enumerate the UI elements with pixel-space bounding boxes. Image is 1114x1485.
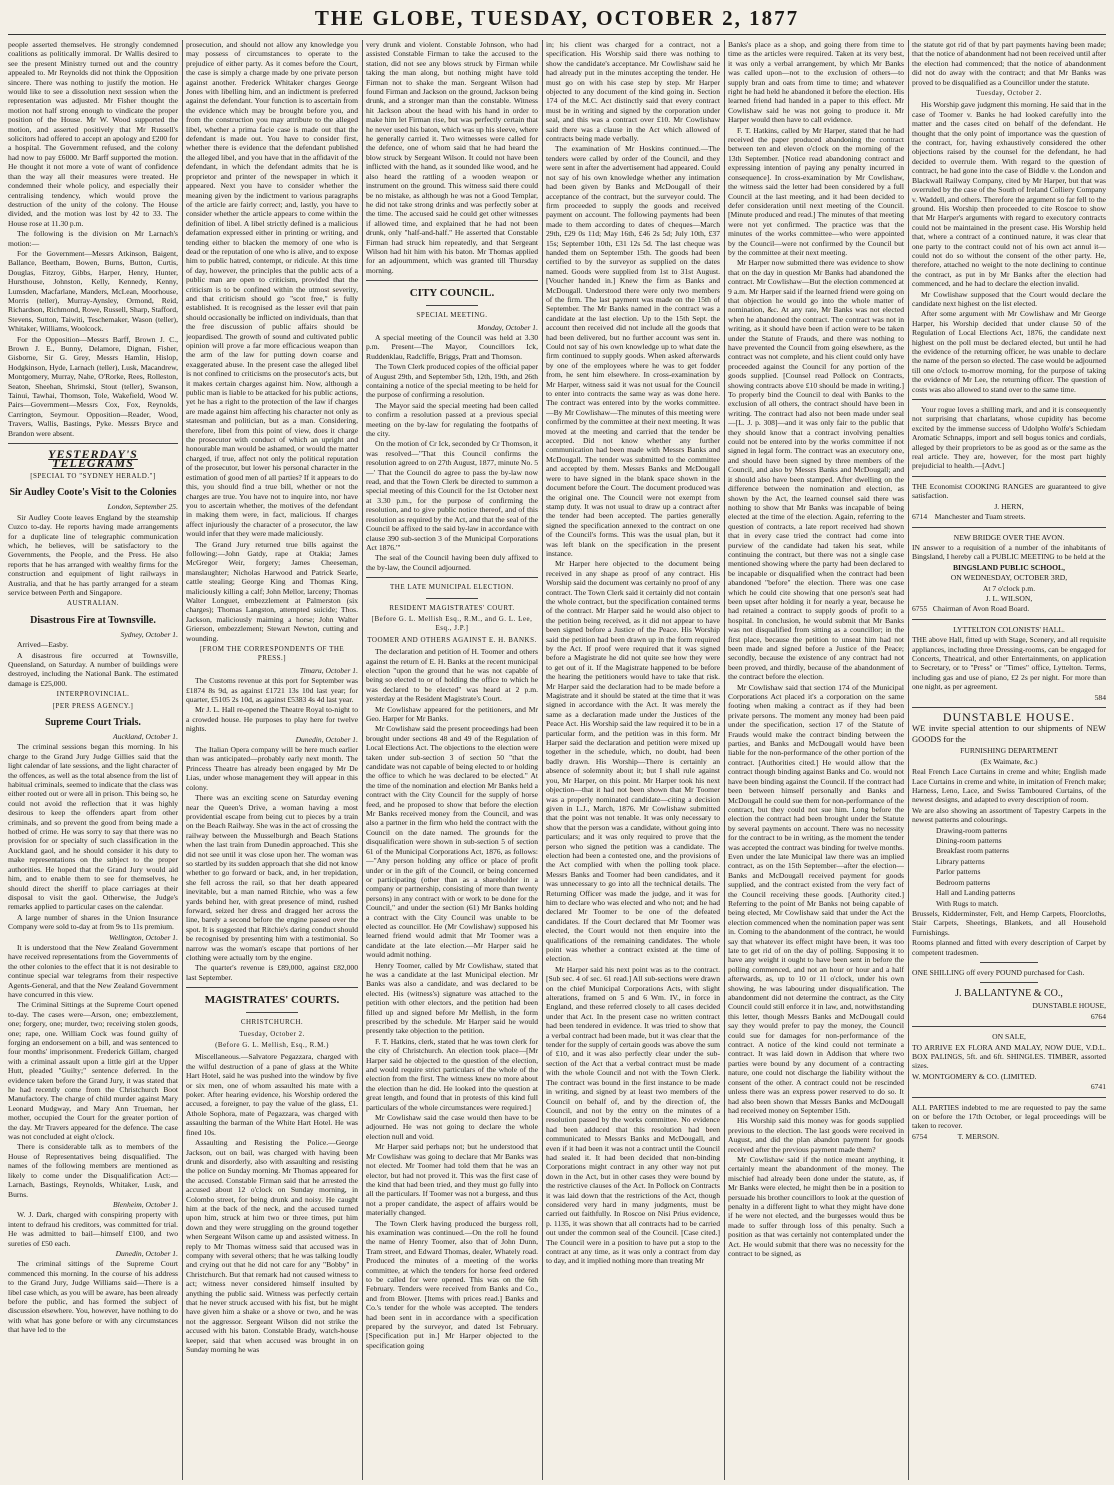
article-text: The Criminal Sittings at the Supreme Court opened to-day. The cases were—Arson, one; embezzlement, one; forgery, one; murder, two; receiving stolen goods, one; rape, one. William Cock was found guilty of forging an endorsement on a bill, and was sentenced to four months' imprisonment. Frederick Gillam, charged with a criminal assault upon a little girl at the Upper Hutt, pleaded "Guilty;" sentence deferred. In the evidence taken before the Grand Jury, it was stated that he had recently come from the Christchurch Boot Manufactory. The charge of child murder against Mary Leonard Mudgway, and Mary Ann Trueman, her mother, occupied the Court for the greater portion of the day. Mr Travers appeared for the defence. The case was not concluded at eight o'clock. xyxy=(8,1000,178,1142)
ad-number: 6741 xyxy=(1090,1082,1106,1092)
article-text: After some argument with Mr Cowlishaw and Mr George Harper, his Worship decided that under clause 50 of the Regulation of Local Elections Act, 1876, the candidate next highest on the poll must be declared elected, but until he had the evidence of the returning officer, he was unable to declare the name of the person so elected. The case would be adjourned till one o'clock to-morrow morning, for the purpose of taking the evidence of Mr Lee, the returning officer. The question of costs was also allowed to stand over to the same time. xyxy=(912,309,1106,394)
article-text: The quarter's revenue is £89,000, against £82,000 last September. xyxy=(186,963,358,982)
divider xyxy=(912,1026,1106,1027)
divider xyxy=(912,527,1106,528)
dateline: Dunedin, October 1. xyxy=(295,734,358,744)
divider xyxy=(426,305,478,306)
section-subheading: [PER PRESS AGENCY.] xyxy=(52,701,134,710)
list-item: Drawing-room patterns xyxy=(936,825,1008,835)
divider xyxy=(980,962,1038,963)
divider xyxy=(186,987,358,988)
list-item: Hall and Landing patterns xyxy=(936,888,1016,898)
article-text: Mr Cowlishaw said the case would then have to be adjourned. He was not going to declare the whole election null and void. xyxy=(366,1113,538,1141)
article-text: Arrived—Easby. xyxy=(17,640,69,650)
column-4 xyxy=(546,40,720,1480)
article-text: F. T. Hatkins, clerk, stated that he was town clerk for the city of Christchurch. An election took place—[Mr Harper said he objected to the question of the election, and would require strict particulars of the whole of the election from the first. The witness knew no more about the election than he did. He looked into the question at great length, and found that in protests of this kind full particulars of the whole circumstances were required.] xyxy=(366,1036,538,1112)
article-text: Mr Harper now submitted there was evidence to show that on the day in question Mr Banks had abandoned the contract. Mr Cowlishaw—But the election commenced at 9 a.m. Mr Harper said if the learned friend were going on that objection he would go into the whole matter of nomination, &c. At any rate, Mr Banks was not elected when he abandoned the contract. The contract was not in writing, as it should have been if action were to be taken under the Statute of Frauds, and there was nothing to have prevented the Council from going elsewhere, as the contract was not complete, and his client could only have proceeded against the Council for any portion of the goods supplied. [Counsel read Pollock on Contracts, showing contracts above £10 should be made in writing.] To properly bind the Council to deal with Banks to the exclusion of all others, the contract should have been in writing. The contract had also not been made under seal—[L. J. p. 308]—and it was only fair to the public that they should know that a contract involving penalties could not be entered into by the works committee if not signed in legal form. The contract was an executory one, and should have been signed by three members of the Council, and also by Messrs Banks and McDougall; and it should also have been stamped. After dwelling on the difference between the nomination and election, as shown by the Act, the learned counsel said there was nothing to show that Mr Banks was incapable of being elected at the time of the election. Again, referring to the question of contracts, a late report received had shown that in every case tried the contract had come into purview of the candidate had taken his seat, while continuing the contract, but there was not a single case mentioned showing where the party had been declared to be incapable or disqualified when the contract had been abandoned "before" the election. There was one case which he could cite showing that one person's seat had been upset after holding it for nearly a year, because he had retained a contract to supply goods of profit to a hospital. In conclusion, he would submit that Mr Banks was not disqualified from sitting as a councillor; in the first place, because the petition to unseat him had not been made and signed before a Justice of the Peace; secondly, because the existence of any contract had not been proved, and thirdly, because of the abandonment of the contract before the election. xyxy=(728,258,904,682)
column-3 xyxy=(366,40,538,1480)
ad-body: ALL PARTIES indebted to me are requested to pay the same on or before the 17th October, or legal proceedings will be taken to recover. xyxy=(912,1102,1106,1131)
article-text: Mr Cowlishaw appeared for the petitioners, and Mr Geo. Harper for Mr Banks. xyxy=(366,704,538,723)
article-text: people asserted themselves. He strongly condemned coalitions as politically immoral. Dr Wallis desired to see the present Ministry turned out and the country appealed to. Mr Reynolds did not think the Opposition sincere. There was nothing to justify the motion. He would like to see a dissolution next session when the representation was adjusted. Mr Fisher thought the motion not half strong enough to vindicate the proper position of the House. Mr W. Wood supported the motion, and asserted positively that Mr Russell's solicitors had offered to accept an apology and £200 for a hospital. The Government refused, and the colony had now to pay £6000. Mr Barff supported the motion. He thought it not more a vote of want of confidence than the way all their measures were treated. He condemned their whole policy, and especially their centralising tendency, which would prove the destruction of the unity of the colony. The House divided, and the motion was lost by 42 to 33. The House rose at 11.30 p.m. xyxy=(8,40,178,228)
divider xyxy=(8,443,178,444)
article-text: prosecution, and should not allow any knowledge you may possess of circumstances to operate to the prejudice of either party. As it comes before the Court, the case is simply a charge made by one private person against another. Frederick Whitaker charges George Jones with libelling him, and an indictment is preferred against the defendant. Your function is to ascertain from the evidence which may be brought before you, and from the construction you may attribute to the alleged libel, whether a prima facie case is made out that the defendant is made out. You have to consider first, whether there is evidence that the defendant published the alleged libel, and you have that in the affidavit of the defendant, in which the defendant admits that he is proprietor and printer of the newspaper in which it appeared. Next you have to consider whether the meaning given by the indictment to various paragraphs of the article are fairly correct; and, lastly, you have to consider whether the article appears to come within the definition of libel. A libel strictly defined is a malicious defamation expressed either in printing or writing, and tending either to blacken the memory of one who is dead or the reputation of one who is alive, and to expose him to public hatred, contempt, or ridicule. At this time of day, however, the principles that the public acts of a public man are open to criticism, provided that the criticism is to be confined within the utmost severity, and that criticism should go "scot free," is fully established. It is recognised as the lesser evil that pain should occasionally be inflicted on individuals, than that the free discussion of public affairs should be jeopardised. The growth of sound and cultivated public opinion will prove a far more efficacious weapon than the arm of the law for putting down coarse and exaggerated abuse. In the present case the alleged libel is not confined to criticisms on the prosecutor's acts, but it makes certain charges against him. Now, although a public man is liable to be attacked for his public actions, yet he has a right to the protection of the law if charges are made against him affecting his character not only as statesman and politician, but as a man. Considering, therefore, libel from this point of view, does it charge the prosecutor with conduct of which an upright and honourable man would be ashamed, or would the matter charged, if true, affect not only the political reputation of the prosecutor, but lower his personal character in the estimation of good men of all parties? If it appears to do this, you should find a true bill, whether or not the charges are true. You have not to inquire into, nor have you to ascertain whether, the motives of the defendant in making them were, in fact, malicious. If charges affect injuriously the character of a prosecutor, the law would infer that they were made maliciously. xyxy=(186,40,358,539)
ad-body: We are also showing an assortment of Tapestry Carpets in the newest patterns and colourings. xyxy=(912,805,1106,825)
dateline: London, September 25. xyxy=(107,502,178,512)
article-text: His Worship gave judgment this morning. He said that in the case of Toomer v. Banks he had looked carefully into the matter and the cases cited on behalf of the defendant. He thought that the only point of importance was the question of the contract, for, having exhaustively considered the other objections raised by the counsel for the defendant, he had decided to overrule them. With regard to the question of contract, he had gone into the case of Biddle v. the London and Blackwall Railway Company, cited by Mr Harper, but that was overruled by the case of the South of Ireland Colliery Company v. Waddell, and others. Therefore the argument so far fell to the ground. His Worship then proceeded to cite Roscoe to show that Mr Harper's arguments with regard to executory contracts could not be maintained in the present case. His Worship held that, where a contract of a continued nature, it was clear that one party to the contract could not of his own act annul it—could not do so without the consent of the other party. He, therefore, attached no weight to the note declining to continue the contract, as put in by Mr Banks after the election had commenced, and he had to declare the election invalid. xyxy=(912,100,1106,289)
ad-department: FURNISHING DEPARTMENT xyxy=(960,746,1058,756)
dateline: Dunedin, October 1. xyxy=(115,1248,178,1258)
dateline: Sydney, October 1. xyxy=(120,629,178,639)
article-text: A disastrous fire occurred at Townsville, Queensland, on Saturday. A number of buildings were destroyed, including the National Bank. The estimated damage is £25,000. xyxy=(8,650,178,688)
article-text: On the motion of Cr Ick, seconded by Cr Thomson, it was resolved—"That this Council confirms the resolution agreed to on 27th August, 1877, minute No. 5—' That the Council do agree to pass the by-law now read, and that the Town Clerk be directed to summon a special meeting of this Council for the 1st October next at 3.30 p.m., for the purpose of confirming the resolution, and to give public notice thereof, and of this resolution as required by the Act, and that the seal of the Council be affixed to the said by-law in accordance with clause 390 sub-section 3 of the Municipal Corporations Act 1876.'" xyxy=(366,439,538,552)
ad-name: J. HERN, xyxy=(994,501,1024,511)
divider xyxy=(912,399,1106,400)
masthead: THE GLOBE, TUESDAY, OCTOBER 2, 1877 xyxy=(314,6,800,30)
article-text: Henry Toomer, called by Mr Cowlishaw, stated that he was a candidate at the last Municipal election. Mr Banks was also a candidate, and was declared to be elected. His (witness's) signature was attached to the petition with other electors, and the petition had been filled up and signed before Mr Mellish, in the form prescribed by the schedule. Mr Harper said he would presently take objection to the petition. xyxy=(366,960,538,1036)
article-text: Mr Harper here objected to the document being received in any shape as proof of any contract. His Worship said the document was certainly no proof of any contract. The Town Clerk said it certainly did not contain the whole contract, but the specification contained terms of the contract. Mr Harper said he would also object to the petition being received, as it did not appear to have been signed before a Justice of the Peace. His Worship said the petition had been drawn up in the form required by the Act. If proof were required that it was signed before a Magistrate he did not quite see how they were to get out of it. If the Magistrate happened to be before the hearing the petitioners would have to take that risk. Mr Harper said the declaration had to be made before a Magistrate and it should be stated at the time that it was signed in accordance with the Act. It was merely the same as a declaration made under the Justices of the Peace Act. His Worship said the law required it to be in a particular form, and the petition was in this form. Mr Harper said the declaration and petition were mixed up together in the schedule, which, no doubt, had been badly drawn. His Worship—There is certainly an absence of solemnity about it; but I shall rule against you, Mr Harper, on this point. Mr Harper took his next objection—that it had not been shown that Mr Toomer was a properly nominated candidate—citing a decision given in L.J., March, 1876. Mr Cowlishaw submitted that the point was not tenable. It was only necessary to show that the person was a candidate, without going into particulars; and it was only required to prove that the person who signed the petition was a candidate. The election had been a contested one, and the provisions of the Act complied with when the polling took place. Messrs Banks and Toomer had been candidates, and it was unnecessary to go into all the technical details. The Returning Officer was made the judge, and it was for him to declare who was elected and who not; and he had declared Mr Toomer to be one of the defeated candidates. If the Court declared that Mr Toomer was elected, the Court would not then enquire into the qualifications of the remaining candidates. The whole point was whether a contract existed at the time of election. xyxy=(546,559,720,964)
article-text: Mr J. L. Hall re-opened the Theatre Royal to-night to a crowded house. He purposes to play here for twelve nights. xyxy=(186,705,358,734)
article-text: Assaulting and Resisting the Police.—George Jackson, out on bail, was charged with having been drunk and disorderly, also with assaulting and resisting the police on Sunday morning. Mr Thomas appeared for the accused. Constable Firman said that he arrested the accused about 12 o'clock on Sunday morning, in Colombo street, for being drunk and noisy. He caught him at the back of the neck, and the accused turned upon him, struck at him two or three times, put him down and they were struggling on the ground together when Sergeant Wilson came up and assisted witness. In reply to Mr Thomas witness said that accused was in company with several others; that he was talking loudly and crying out that he did not care for any "Bobby" in Christchurch. But that remark had not caused witness to act; witness never considered himself insulted by anything the public said. Witness was perfectly certain that he never struck accused with his fist, but he might have given him a shake or a shove or two, and he was not the aggressor. Sergeant Wilson did not strike the accused with his baton. Constable Brady, watch-house keeper, said that when accused was brought in on Sunday morning he was xyxy=(186,1138,358,1355)
ad-shipment: (Ex Waimate, &c.) xyxy=(980,756,1038,766)
advertisement-colonists-hall xyxy=(912,625,1106,702)
dateline: Monday, October 1. xyxy=(477,322,538,332)
column-rule xyxy=(724,40,725,1480)
article-text: the statute got rid of that by part payments having been made; that the notice of abandonment had not been received until after the election had commenced; that the notice of abandonment did not do away with the contract; and that Mr Banks was proved to be disqualified as a Councillor under the statute. xyxy=(912,40,1106,87)
section-subheading: RESIDENT MAGISTRATES' COURT. xyxy=(389,603,515,612)
list-item: Breakfast room patterns xyxy=(936,846,1009,856)
column-rule xyxy=(908,40,909,1480)
ad-address xyxy=(912,512,1106,521)
article-text: The criminal sittings of the Supreme Court commenced this morning. In the course of his address to the Grand Jury, Judge Williams said—There is a libel case which, as you will be aware, has been already before the public, and has formed the subject of discussion elsewhere. You, however, have nothing to do with what has gone before or with any circumstances that have led to the xyxy=(8,1259,178,1335)
article-text: Mr Harper said perhaps not; but he understood that Mr Cowlishaw was going to declare that Mr Banks was not elected. Mr Toomer had told them that he was an elector, but had not proved it. This was the first case of the kind that had been tried, and they must go fully into all the particulars. If Toomer was not a burgess, and thus not a proper candidate, the aspect of affairs would be materially changed. xyxy=(366,1142,538,1218)
ad-number: 584 xyxy=(1094,692,1106,702)
section-heading: YESTERDAY'S TELEGRAMS xyxy=(48,447,138,471)
section-heading: MAGISTRATES' COURTS. xyxy=(204,994,340,1007)
article-text: The following is the division on Mr Larnach's motion:— xyxy=(8,229,178,248)
column-2 xyxy=(186,40,358,1480)
dateline: Tuesday, October 2. xyxy=(976,89,1042,98)
divider xyxy=(366,280,538,281)
list-item: Dining-room patterns xyxy=(936,836,1002,846)
list-item: Parlor patterns xyxy=(936,867,981,877)
ad-body: IN answer to a requisition of a number of the inhabitants of Bingsland, I hereby call a PUBLIC MEETING to be held at the xyxy=(912,542,1106,562)
ad-title: NEW BRIDGE OVER THE AVON. xyxy=(953,532,1065,542)
section-subheading: CHRISTCHURCH. xyxy=(240,1018,304,1027)
carpet-pattern-list xyxy=(912,826,1106,908)
ad-number: 6754 xyxy=(912,1131,928,1141)
ad-body: Rooms planned and fitted with every description of Carpet by competent tradesmen. xyxy=(912,938,1106,957)
article-text: Mr Cowlishaw said the present proceedings had been brought under sections 48 and 49 of the Regulation of Local Elections Act. The objections to the election were taken under sub-section 3 of section 50 "that the candidate was not capable of being elected to or holding the office to which he was declared to be elected." At the time of the nomination and election Mr Banks held a contract with the City Council for the supply of horse feed, and he proposed to show that before the election Mr Banks received money from the Council, and was also a partner in the firm who held the contract with the Council on the date named. The grounds for the disqualification were shown in sub-section 5 of section 61 of the Municipal Corporations Act, 1876, as follows:—"Any person holding any office or place of profit under or in the gift of the Council, or being concerned or participating (other than as a shareholder in a company or partnership, consisting of more than twenty persons) in any contract with or work to be done for the Council," and under the section (61) Mr Banks holding a contract with the City Council was unable to be elected as councillor. He (Mr Cowlishaw) supposed his learned friend would admit that Mr Toomer was a candidate at the late election.—Mr Harper said he would admit nothing. xyxy=(366,724,538,960)
divider xyxy=(912,476,1106,477)
ad-footer xyxy=(912,1132,1106,1141)
article-heading: Sir Audley Coote's Visit to the Colonies xyxy=(9,487,177,499)
ad-number: 6714 xyxy=(912,512,928,522)
list-item: Library patterns xyxy=(936,856,985,866)
article-text: The Customs revenue at this port for September was £1874 8s 9d, as against £1721 13s 10d last year; for quarter, £5105 2s 10d, as against £5383 4s 4d last year. xyxy=(186,676,358,705)
ad-address-text: Manchester and Tuam streets. xyxy=(934,512,1026,522)
section-subheading: [SPECIAL TO "SYDNEY HERALD."] xyxy=(30,471,156,480)
ad-body: THE above Hall, fitted up with Stage, Scenery, and all requisite appliances, including three Dressing-rooms, can be engaged for Concerts, Theatrical, and other Entertainments, on application to Secretary, or to "Press" or "Times" office, Lyttelton. Terms, including gas and use of piano, £2 2s per night. For more than one night, as per agreement. xyxy=(912,635,1106,692)
article-text: There was an exciting scene on Saturday evening near the Queen's Drive, a woman having a most providential escape from being cut to pieces by a train on the Beach Railway. She was in the act of crossing the railway between the Musselburgh and Beach Stations when the last train from Dunedin approached. This she did not see until it was close upon her. The woman was so startled by its sudden approach that she did not know whether to go forward or back, and, in her trepidation, she fell across the rail, so that her death appeared inevitable, but a man named Ritchie, who was a few yards behind her, with great presence of mind, rushed forward, seized her dress and dragged her across the line, barely a second before the engine passed over the spot. It is suggested that Ritchie's daring conduct should be recognised by presenting him with a testimonial. So narrow was the woman's escape that portions of her clothing were actually torn by the engine. xyxy=(186,793,358,962)
ad-body: Real French Lace Curtains in creme and white; English made Lace Curtains in creme and white, in imitation of French make; Harness, Leno, Lace, and Swiss Tamboured Curtains, of the newest designs, and adapted to every description of room. xyxy=(912,767,1106,805)
section-subheading: AUSTRALIAN. xyxy=(67,599,119,608)
divider xyxy=(912,707,1106,708)
article-text: For the Government—Messrs Atkinson, Baigent, Ballance, Beetham, Bowen, Burns, Button, Curtis, Douglas, Fitzroy, Gibbs, Harper, Henry, Hunter, Hursthouse, Johnston, Kelly, Kennedy, Kenny, Lumsden, Macfarlane, Manders, McLean, Moorhouse, Morris (teller), Murray-Aynsley, Ormond, Reid, Richardson, Richmond, Rowe, Russell, Sharp, Stafford, Stevens, Sutton, Taiwiti, Teschemaker, Wason (teller), Whitaker, Williams, Woolcock. xyxy=(8,248,178,334)
divider xyxy=(912,1097,1106,1098)
column-5 xyxy=(728,40,904,1480)
ad-name: T. MERSON. xyxy=(957,1131,999,1141)
ad-number: 6764 xyxy=(1090,1011,1106,1021)
ad-title: ON SALE, xyxy=(992,1032,1026,1042)
ad-title: DUNSTABLE HOUSE. xyxy=(942,710,1076,724)
advertisement-debts xyxy=(912,1103,1106,1142)
ad-body: TO ARRIVE EX FLORA AND MALAY, NOW DUE, V.D.L. BOX PALINGS, 5ft. and 6ft. SHINGLES. TIMBER, assorted sizes. xyxy=(912,1042,1106,1071)
article-text: Sir Audley Coote leaves England by the steamship Cuzco to-day. He reports having made arrangements for a duplicate line of telegraphic communication which, he believes, will be satisfactory to the Governments, the People, and the Press. He also reports that he has arranged with wealthy firms for the construction and equipment of light railways in Australia, and that he has partly arranged for a steam service between Perth and Singapore. xyxy=(8,512,178,597)
article-text: For the Opposition—Messrs Barff, Brown J. C., Brown J. E., Bunny, Delamore, Dignan, Fisher, Gisborne, Sir G. Grey, Messrs Hamlin, Hislop, Hodgkinson, Hyde, Larnach (teller), Lusk, Macandrew, Montgomery, Murray, Nahe, O'Rorke, Rees, Rolleston, Seaton, Sheehan, Shrimski, Stout (teller), Swanson, Tainui, Tawhai, Thomson, Tole, Wakefield, Wood W. Pairs—Government—Messrs Cox, Fox, Reynolds, Carrington, Seymour. Opposition—Reader, Wood, Travers, Wallis, Bastings, Pyke. Messrs Bryce and Brandon were absent. xyxy=(8,334,178,438)
divider xyxy=(980,982,1038,983)
article-text: The Town Clerk produced copies of the official paper of August 29th, and September 5th, 12th, 19th, and 26th containing a notice of the special meeting to be held for the purpose of confirming a resolution. xyxy=(366,362,538,400)
article-text: Miscellaneous.—Salvatore Pegazzara, charged with the wilful destruction of a pane of glass at the White Hart Hotel, said he was pushed into the window by five or six men, one of whom assaulted his mate with a poker. After hearing evidence, his Worship ordered the accused, a foreigner, to pay the value of the glass, £1. Athole Sophora, mate of Pegazzara, was charged with assaulting the barman of the White Hart Hotel. He was fined 10s. xyxy=(186,1052,358,1137)
article-text: W. J. Dark, charged with conspiring property with intent to defraud his creditors, was committed for trial. He was admitted to bail—himself £100, and two sureties of £50 each. xyxy=(8,1210,178,1248)
article-text: The examination of Mr Hoskins continued.—The tenders were called by order of the Council, and they were sent in after the advertisement had appeared. Could not say of his own knowledge whether any intimation had been given by Banks and McDougall of their acceptance of the contract, but the surveyor could. The firm proceeded to supply the goods and received payment on account. The following payments had been made to them according to dates of cheques—March 29th, £29 0s 11d; May 16th, £46 2s 5d; July 10th, £37 15s; September 10th, £31 12s 5d. The last cheque was handed them on September 15th. The goods had been certified to by the surveyor as supplied on the dates named. Goods were supplied from 1st to 31st August. [Voucher handed in.] Knew the firm as Banks and McDougall. Understood there were only two members of the firm. The last payment was made on the 15th of September. The Mr Banks named in the contract was a candidate at the last election. Up to the 15th Sept. the account then received did not include all the goods that had been delivered, but no further account was sent in. Could not say of his own knowledge up to what date the firm continued to supply goods. When asked afterwards by one of the employees where he was to get fodder from, he sent him elsewhere. In cross-examination by Mr Harper, witness said it was not usual for the Council to enter into contracts the same way as was done here. The contract was entered into by the works committee.—By Mr Cowlishaw—The minutes of this meeting were confirmed by the committee at their next meeting. It was moved at the meeting and carried that the tender be accepted. Did not know whether any further communication had been made with Messrs Banks and McDougall. The tender was submitted to the committee and accepted by them. Messrs Banks and McDougall were to have signed in the blank space shown in the document before the Court. The document produced was the original one. The Council were not exempt from stamp duty. It was not usual to draw up a contract after the tender had been accepted. The parties generally signed the specification annexed to the contract on one of the Council's forms. This was the usual plan, but it was left blank on the specification in the present instance. xyxy=(546,144,720,558)
column-1 xyxy=(8,40,178,1480)
section-heading: THE LATE MUNICIPAL ELECTION. xyxy=(390,583,514,592)
ad-cash-offer: ONE SHILLING off every POUND purchased for Cash. xyxy=(912,967,1085,977)
advertisement-bridge-meeting xyxy=(912,533,1106,614)
ad-title: LYTTELTON COLONISTS' HALL. xyxy=(953,624,1065,634)
divider xyxy=(426,598,478,599)
ad-body: THE Economist COOKING RANGES are guaranteed to give satisfaction. xyxy=(912,481,1106,501)
article-text: The Italian Opera company will be here much earlier than was anticipated—probably early next month. The Princess Theatre has already been engaged by Mr De Lias, under whose management they will appear in this colony. xyxy=(186,745,358,792)
article-text: very drunk and violent. Constable Johnson, who had assisted Constable Firman to take the accused to the station, did not see any blows struck by Firman while taking the man along, but nothing might have told Firman not to shake the man. Sergeant Wilson had found Firman and Jackson on the ground, Jackson being drunk, and a stronger man than the constable. Witness hit Jackson about the head with his hand in order to make him let Firman rise, but was perfectly certain that he never used his baton, which was up his sleeve, where he generally carried it. Two witnesses were called for the defence, one of whom said that he had heard the blow struck by Sergeant Wilson. It could not have been inflicted with the hand, as it sounded like wood, and he also heard the rattling of a wooden weapon or instrument on the ground. This witness said there could be no mistake, as although he was not a Good Templar, he did not take strong drinks and was perfectly sober at the time. The accused said he could get other witnesses if allowed time, and explained that he had not been drunk, only "half-and-half." He asserted that Constable Firman had struck him repeatedly, and that Sergeant Wilson had hit him with his baton. Mr Thomas applied for an adjournment, which was granted till Thursday morning. xyxy=(366,40,538,275)
masthead-rule xyxy=(8,34,1106,35)
article-text: Mr Cowlishaw supposed that the Court would declare the candidate next highest on the list elected. xyxy=(912,289,1106,308)
article-text: The seal of the Council having been duly affixed to the by-law, the Council adjourned. xyxy=(366,553,538,572)
ad-role: Chairman of Avon Road Board. xyxy=(932,604,1030,614)
article-text: A special meeting of the Council was held at 3.30 p.m. Present—The Mayor, Councillors Ick, Ruddenklau, Radcliffe, Briggs, Pratt and Thomson. xyxy=(366,332,538,361)
ad-house: DUNSTABLE HOUSE, xyxy=(1032,1001,1106,1011)
section-subheading: SPECIAL MEETING. xyxy=(416,311,488,320)
dateline: Wellington, October 1. xyxy=(109,932,178,942)
article-text: Mr Cowlishaw said if the notice meant anything, it certainly meant the abandonment of the money. The mischief had already been done under the statute, as, if Mr Banks were elected, he might then be in a position to persuade his brother councillors to look at the question of penalty in a different light to what they might have done if he were not elected, and the burgesses would thus be made to suffer through loss of this penalty. Such a position as that was certainly not contemplated under the Act. He would submit that there was no necessity for the contract to be signed, as xyxy=(728,1154,904,1258)
advertisement-text: Your rogue loves a shilling mark, and and it is consequently not surprising that charlatans, whose cupidity has become excited by the immense success of Udolpho Wolfe's Schiedam Aromatic Schnapps, import and sell bogus tonics and cordials, alleged by their proprietors to be as good as or the same as the real article. They are, however, for the most part highly prejudicial to health.—[Advt.] xyxy=(912,405,1106,471)
article-text: The declaration and petition of H. Toomer and others against the return of E. H. Banks at the recent municipal election "upon the ground that he was not capable of being so elected to or of holding the office to which he was declared to be elected" was heard at 2 p.m. yesterday at the Resident Magistrate's Court. xyxy=(366,647,538,704)
ad-time: At 7 o'clock p.m. xyxy=(982,583,1036,593)
article-text: Mr Harper said his next point was as to the contract. [Sub sec. 4 of sec. 61 read.] All sub-sections were drawn on the chief Municipal Corporations Acts, with slight alterations, framed on 5 and 6 Wm. IV., in force in England, and these referred closely to all cases decided under that Act. In the present case no written contract had been tendered in evidence. It was tried to show that a verbal contract had been made, but it was clear that the tender for the supply of certain goods was above the sum of £10, and it was also perfectly clear under the sub-section of the Act that a verbal contract must be made with the whole Council and not with the Town Clerk. The contract was bound in the first instance to be made in writing, and signed by at least two members of the Council on behalf of, and by the direction of, the Council, and not by the entry on the minutes of a resolution passed by the works committee. No evidence had been adduced that this resolution had been communicated to Messrs Banks and McDougall, and even if it had been it was not a contract until the Council had sealed it. It had been decided that non-binding Corporations might contract in any other way not put down in the Act, but in other cases they were bound by the restrictive clauses of the Act. In Pollock on Contracts it was laid down that the restrictions of the Act, though considered very hard in many judgments, must be carried out faithfully. In Roscoe on Nisi Prius evidence, p. 1135, it was shown that all contracts had to be carried out under the common seal of the Council. [Case cited.] The Council were in a position to have put a stop to the contract at any time, as it was only a contract from day to day, and it implied nothing more than treating Mr xyxy=(546,964,720,1266)
article-text: Mr Cowlishaw said that section 174 of the Municipal Corporations Act placed it's a corporation on the same footing when making a contract as if they had been private persons. The moment any money had been paid under the specification, section 17 of the Statute of Frauds would make the contract binding between the parties, and Banks and McDougall would have been liable for the non-performance of the other portion of the contract. [Authorities cited.] He would allow that the contract though binding against Banks and Co. would not have been binding against the Council. If the contract had been between himself personally and Banks and McDougall he could sue them for non-performance of the contract, but they could not sue him. Long before the election the contract had been brought under the Statute by several payments on account. There was no necessity for the contract to be in writing, as the moment the tender was accepted the contract was binding for twelve months. Even under the late Municipal law there was an implied contract, as on the 15th September—after the election—Banks and McDougall received payment for goods supplied, and the contract existed from the very fact of the Council receiving these goods. [Authority cited.] Referring to the point of Mr Banks not being capable of being elected, Mr Cowlishaw said that under the Act the election commenced when the nomination paper was sent in. Coming to the abandonment of the contract, he would say that whatever its effect might have been, it was too late to get rid of on the day of polling. Supposing it to have any weight it ought to have been sent in before the polling commenced, and not an hour or hour and a half afterwards, as, up to 10 or 11 o'clock, under his own showing, he was labouring under disqualification. The abandonment did not determine the contract, as the City Council could still enforce it in law, and, notwithstanding this letter, though Messrs Banks and McDougall could say they would prefer to pay the money, the Council could sue for damages for non-performance of the contract. A notice of the kind could not terminate a contract. It was laid down in Addison that where two parties were bound by any document of a contracting nature, one could not discharge the liability without the consent of the other. A contract could not be rescinded unless there was an express power reserved to do so. It had also been shown that Messrs Banks and McDougall had received money on September 15th. xyxy=(728,682,904,1115)
section-heading: CITY COUNCIL. xyxy=(409,287,495,300)
ad-name: J. L. WILSON, xyxy=(985,593,1033,603)
article-heading: Disastrous Fire at Townsville. xyxy=(30,614,156,626)
article-text: in; his client was charged for a contract, not a specification. His Worship said there was nothing to show the candidate's acceptance. Mr Cowlishaw said he had already put in the minutes accepting the tender. He must go on with his case step by step. Mr Harper objected to any document of the kind going in. Section 174 of the M.C. Act distinctly said that every contract must be in writing and signed by the corporation under seal, and this was a contract over £10. Mr Cowlishaw said there was a clause in the Act which allowed of contracts being made verbally. xyxy=(546,40,720,144)
ad-place: BINGSLAND PUBLIC SCHOOL, xyxy=(952,562,1066,572)
case-title: TOOMER AND OTHERS AGAINST E. H. BANKS. xyxy=(367,635,537,644)
section-subheading: [FROM THE CORRESPONDENTS OF THE PRESS.] xyxy=(199,645,345,663)
ad-number: 6755 xyxy=(912,604,928,614)
article-heading: Supreme Court Trials. xyxy=(45,717,141,728)
divider xyxy=(246,1012,298,1013)
article-text: The Grand Jury returned true bills against the following:—John Gatdy, rape at Otakia; James McGregor Weir, forgery; James Cheeseman, manslaughter; Nicholas Harwood and Patrick Searle, cattle stealing; George King and Thomas King, maliciously killing a calf; John Mellor, larceny; Thomas Walter Longuet, embezzlement at Palmerston (six charges); Thomas Langston, attempted suicide; Thos. Jackson, maliciously maiming a horse; John Walter Grierson, embezzlement; Stewart Newton, cutting and wounding. xyxy=(186,539,358,643)
ad-firm: J. BALLANTYNE & CO., xyxy=(955,988,1063,1000)
ad-footer xyxy=(912,604,1106,613)
court-bench: (Before G. L. Mellish, Esq., R.M.) xyxy=(215,1041,329,1050)
court-bench: [Before G. L. Mellish Esq., R.M., and G. L. Lee, Esq., J.P.] xyxy=(371,614,533,633)
divider xyxy=(912,619,1106,620)
article-text: The Town Clerk having produced the burgess roll, his examination was continued.—On the roll he found the name of Henry Toomer, also that of John Dunn, Tram street, and Edward Thomas, dealer, Whately road. Produced the minutes of a meeting of the works committee, at which the tenders for horse feed ordered to be called for were opened. This was on the 6th February. Tenders were received from Banks and Co., and from Blower. [Items with prices read.] Banks and Co.'s tender for the whole was accepted. The tenders had been sent in in accordance with a specification prepared by the surveyor, and dated 1st February. [Specification put in.] Mr Harper objected to the specification going xyxy=(366,1218,538,1350)
dateline: Timaru, October 1. xyxy=(299,665,358,675)
advertisement-cooking-ranges xyxy=(912,482,1106,522)
column-rule xyxy=(182,40,183,1480)
article-text: His Worship said this money was for goods supplied previous to the election. The last goods were received in August, and did the plan abandon payment for goods received after the previous payment made them? xyxy=(728,1116,904,1154)
ad-name: W. MONTGOMERY & CO. (LIMITED. xyxy=(912,1071,1037,1081)
divider xyxy=(366,577,538,578)
section-subheading: INTERPROVINCIAL. xyxy=(56,690,130,699)
ad-body: Brussels, Kidderminster, Felt, and Hemp Carpets, Floorcloths, Stair Carpets, Sheetings, Blankets, and all Household Furnishings. xyxy=(912,908,1106,937)
dateline: Tuesday, October 2. xyxy=(239,1029,305,1038)
article-text: The criminal sessions began this morning. In his charge to the Grand Jury Judge Gillies said that the light calendar of late sessions, and the light character of the offences, as well as the total absence from the list of habitual criminals, seemed to indicate that the class was either rooted out or were all in prison. This being so, he could not avoid the reflection that it was highly desirous to keep the offenders apart from other criminals, and so prevent the good from being made a hotbed of crime. He was sorry to say that there was no provision for or specialty of such classification in the Auckland gaol, and he should consider it his duty to make representations on the subject to the proper authorities. He hoped that the Grand Jury would aid him, and to enable them to see for themselves, he should direct the sheriff to place carriages at their disposal to visit the gaol. Otherwise, the Judge's remarks applied to particular cases on the calendar. xyxy=(8,742,178,912)
column-rule xyxy=(542,40,543,1480)
ad-date: ON WEDNESDAY, OCTOBER 3RD, xyxy=(950,573,1068,583)
column-6 xyxy=(912,40,1106,1480)
advertisement-timber xyxy=(912,1032,1106,1091)
article-text: The Mayor said the special meeting had been called to confirm a resolution passed at a previous special meeting on the by-law for regulating the footpaths of the city. xyxy=(366,400,538,439)
article-text: It is understood that the New Zealand Government have received representations from the Governments of the other colonies to the effect that it is not desirable to continue special war telegrams from their respective Agents-General, and that the New Zealand Government have concurred in this view. xyxy=(8,942,178,999)
column-rule xyxy=(362,40,363,1480)
article-text: A large number of shares in the Union Insurance Company were sold to-day at from 9s to 11s premium. xyxy=(8,912,178,932)
list-item: With Rugs to match. xyxy=(936,898,999,908)
dateline: Blenheim, October 1. xyxy=(113,1199,178,1209)
ad-intro: WE invite special attention to our shipments of NEW GOODS for the xyxy=(912,723,1106,745)
article-text: There is considerable talk as to members of the House of Representatives being disqualified. The names of the following members are mentioned as likely to come under the Disqualification Act:—Larnach, Bastings, Reynolds, Whitaker, Lusk, and Burns. xyxy=(8,1142,178,1199)
article-text: Banks's place as a shop, and going there from time to time as the articles were required. Taken at its very best, it was only a verbal arrangement, by which Mr Banks was called upon—not to the exclusion of others—to supply bran and oats from time to time; and whatever right he had held he abandoned it before the election. His learned friend had handed in a paper to this effect. Mr Cowlishaw said he was not going to produce it. Mr Harper would then have to call evidence. xyxy=(728,40,904,125)
article-text: F. T. Hatkins, called by Mr Harper, stated that he had received the paper produced abandoning the contract between ten and eleven o'clock on the morning of the 13th September. [Notice read abandoning contract and expressing intention of paying any penalty incurred in consequence]. In cross-examination by Mr Cowlishaw, the witness said the letter had been considered by a full Council at the last meeting, and it had been decided to defer consideration until next meeting of the Council. [Minute produced and read.] The minutes of that meeting were not yet confirmed. The practice was that the minutes of the works committee—who were appointed by the Council—were not confirmed by the Council but by the committee at their next meeting. xyxy=(728,125,904,257)
advertisement-dunstable-house xyxy=(912,710,1106,1021)
list-item: Bedroom patterns xyxy=(936,877,991,887)
dateline: Auckland, October 1. xyxy=(113,732,178,741)
